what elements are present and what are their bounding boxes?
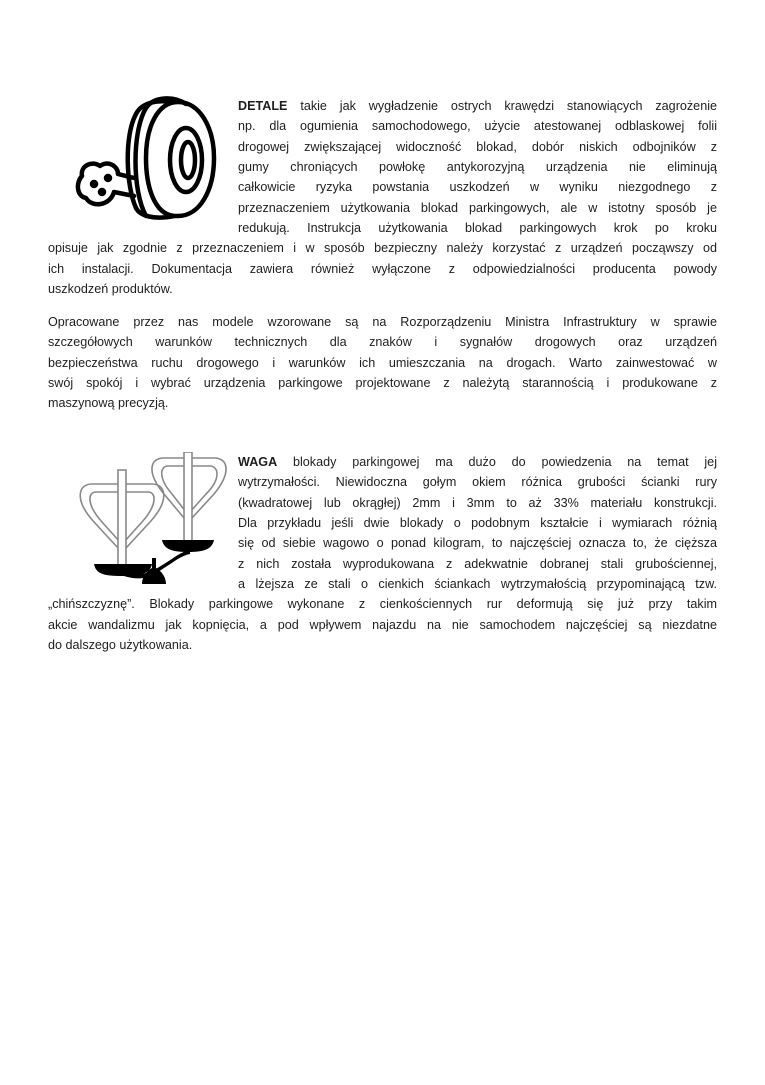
waga-text-line: [238, 474, 717, 490]
text-span: gumy chroniących powłokę antykorozyjną urządzenia nie eliminują: [238, 160, 717, 175]
detale-text-line: [238, 200, 717, 216]
detale-text-line: [238, 159, 717, 175]
text-span: Dla przykładu jeśli dwie blokady o podobnym kształcie i wymiarach różnią: [238, 516, 717, 531]
detale-text-line: [238, 179, 717, 195]
text-span: całkowicie ryzyka powstania uszkodzeń w wyniku niezgodnego z: [238, 180, 717, 195]
waga-text-line: [238, 515, 717, 531]
waga-heading-word: WAGA: [238, 455, 278, 469]
text-span: „chińszczyznę”. Blokady parkingowe wykonane z cienkościennych rur deformują się już przy takim: [48, 597, 717, 612]
opracowane-text-line: [48, 395, 717, 411]
text-span: uszkodzeń produktów.: [48, 282, 173, 297]
text-span: z nich została wyprodukowana z adekwatnie dobranej stali grubościennej,: [238, 556, 717, 571]
waga-text-line: [48, 617, 717, 633]
text-span: (kwadratowej lub okrągłej) 2mm i 3mm to aż 33% materiału konstrukcji.: [238, 495, 717, 510]
detale-text-line: [238, 98, 717, 114]
detale-text-line: [48, 281, 717, 297]
text-span: takie jak wygładzenie ostrych krawędzi stanowiących zagrożenie: [287, 99, 717, 113]
text-span: maszynową precyzją.: [48, 396, 169, 411]
detale-text-line: [238, 118, 717, 134]
text-span: do dalszego użytkowania.: [48, 638, 193, 653]
waga-text-line: [238, 556, 717, 572]
detale-text-line: [48, 261, 717, 277]
opracowane-text-line: [48, 375, 717, 391]
text-span: Opracowane przez nas modele wzorowane są na Rozporządzeniu Ministra Infrastruktury w sprawie: [48, 315, 717, 329]
text-span: redukują. Instrukcja użytkowania blokad parkingowych krok po kroku: [238, 221, 717, 236]
text-span: wytrzymałości. Niewidoczna gołym okiem różnica grubości ścianki rury: [238, 475, 717, 490]
scale-icon: [74, 452, 234, 584]
text-span: opisuje jak zgodnie z przeznaczeniem i w sposób bezpieczny należy korzystać z urządzeń począwszy od: [48, 241, 717, 256]
text-span: ich instalacji. Dokumentacja zawiera również wyłączone z odpowiedzialności producenta powody: [48, 261, 717, 276]
text-span: np. dla ogumienia samochodowego, użycie atestowanej odblaskowej folii: [238, 119, 717, 134]
text-span: a lżejsza ze stali o cienkich ściankach wytrzymałością przypominającą tzw.: [238, 577, 717, 592]
text-span: akcie wandalizmu jak kopnięcia, a pod wpływem najazdu na nie samochodem najczęściej są niezdatne: [48, 617, 717, 632]
text-span: blokady parkingowej ma dużo do powiedzenia na temat jej: [277, 455, 717, 469]
text-span: szczegółowych warunków technicznych dla znaków i sygnałów drogowych oraz urządzeń: [48, 335, 717, 350]
text-span: drogowej zwiększającej widoczność blokad, dobór niskich odbojników z: [238, 139, 717, 154]
opracowane-text-line: [48, 355, 717, 371]
opracowane-text-line: [48, 334, 717, 350]
waga-text-line: [48, 637, 717, 653]
waga-text-line: [238, 454, 717, 470]
text-span: się od siebie wagowo o ponad kilogram, to najczęściej oznacza to, że cięższa: [238, 536, 717, 551]
detale-text-line: [238, 139, 717, 155]
tire-icon: [74, 96, 230, 224]
waga-text-line: [238, 495, 717, 511]
opracowane-text-line: [48, 314, 717, 330]
detale-text-line: [238, 220, 717, 236]
detale-text-line: [48, 240, 717, 256]
text-span: swój spokój i wybrać urządzenia parkingowe projektowane z należytą starannością i produkowane z: [48, 376, 717, 391]
waga-text-line: [48, 596, 717, 612]
text-span: przeznaczeniem użytkowania blokad parkingowych, ale w istotny sposób je: [238, 200, 717, 215]
waga-text-line: [238, 535, 717, 551]
detale-heading-word: DETALE: [238, 99, 288, 113]
waga-text-line: [238, 576, 717, 592]
text-span: bezpieczeństwa ruchu drogowego i warunków ich umieszczania na drogach. Warto zainwestować w: [48, 355, 717, 370]
